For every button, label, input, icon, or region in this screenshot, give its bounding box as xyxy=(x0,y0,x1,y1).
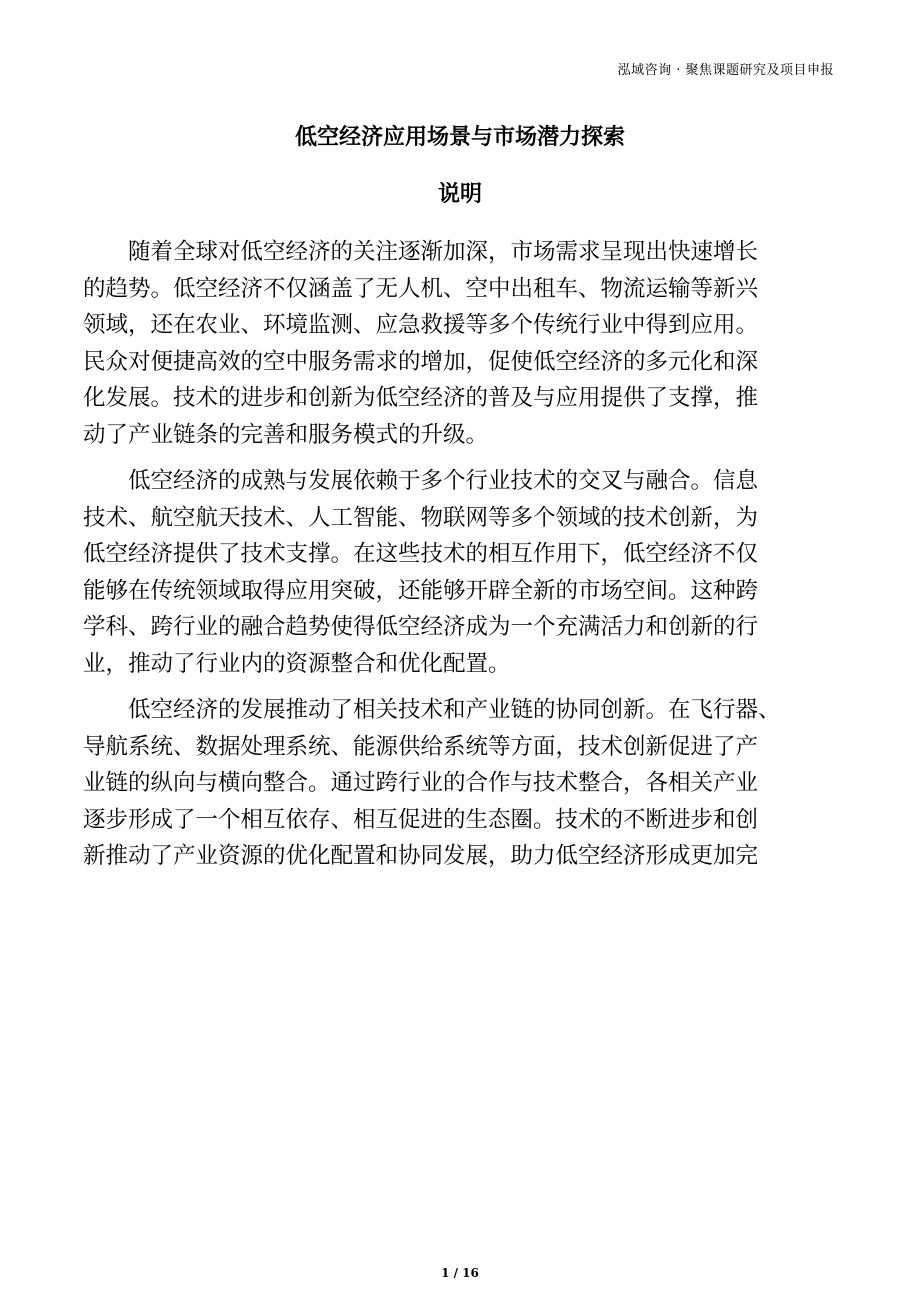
paragraph xyxy=(83,234,843,453)
paragraph-line: 的趋势。低空经济不仅涵盖了无人机、空中出租车、物流运输等新兴 xyxy=(83,275,759,302)
paragraph-line: 新推动了产业资源的优化配置和协同发展，助力低空经济形成更加完 xyxy=(83,843,759,869)
paragraph-line: 业，推动了行业内的资源整合和优化配置。 xyxy=(83,650,511,677)
paragraph-line: 动了产业链条的完善和服务模式的升级。 xyxy=(83,421,489,448)
header-org-line: 泓域咨询 · 聚焦课题研究及项目申报 xyxy=(617,63,834,78)
paragraph-line: 化发展。技术的进步和创新为低空经济的普及与应用提供了支撑，推 xyxy=(83,385,759,411)
section-heading: 说明 xyxy=(437,182,482,207)
paragraph-line: 随着全球对低空经济的关注逐渐加深，市场需求呈现出快速增长 xyxy=(83,239,759,265)
paragraph-line: 逐步形成了一个相互依存、相互促进的生态圈。技术的不断进步和创 xyxy=(83,806,759,833)
paragraph-line: 领域，还在农业、环境监测、应急救援等多个传统行业中得到应用。 xyxy=(83,312,759,338)
paragraph-line: 低空经济的成熟与发展依赖于多个行业技术的交叉与融合。信息 xyxy=(83,468,759,494)
document-body xyxy=(83,234,843,885)
paragraph xyxy=(83,463,843,682)
paragraph-line: 低空经济提供了技术支撑。在这些技术的相互作用下，低空经济不仅 xyxy=(83,541,759,567)
paragraph-line: 民众对便捷高效的空中服务需求的增加，促使低空经济的多元化和深 xyxy=(83,348,759,375)
paragraph-line: 低空经济的发展推动了相关技术和产业链的协同创新。在飞行器、 xyxy=(83,697,781,723)
paragraph-line: 学科、跨行业的融合趋势使得低空经济成为一个充满活力和创新的行 xyxy=(83,614,759,640)
document-title: 低空经济应用场景与市场潜力探索 xyxy=(294,125,625,150)
paragraph xyxy=(83,692,843,875)
paragraph-line: 业链的纵向与横向整合。通过跨行业的合作与技术整合，各相关产业 xyxy=(83,770,759,796)
paragraph-line: 能够在传统领域取得应用突破，还能够开辟全新的市场空间。这种跨 xyxy=(83,577,759,604)
paragraph-line: 技术、航空航天技术、人工智能、物联网等多个领域的技术创新，为 xyxy=(83,504,759,531)
page-indicator: 1 / 16 xyxy=(441,1266,479,1280)
paragraph-line: 导航系统、数据处理系统、能源供给系统等方面，技术创新促进了产 xyxy=(83,733,759,760)
